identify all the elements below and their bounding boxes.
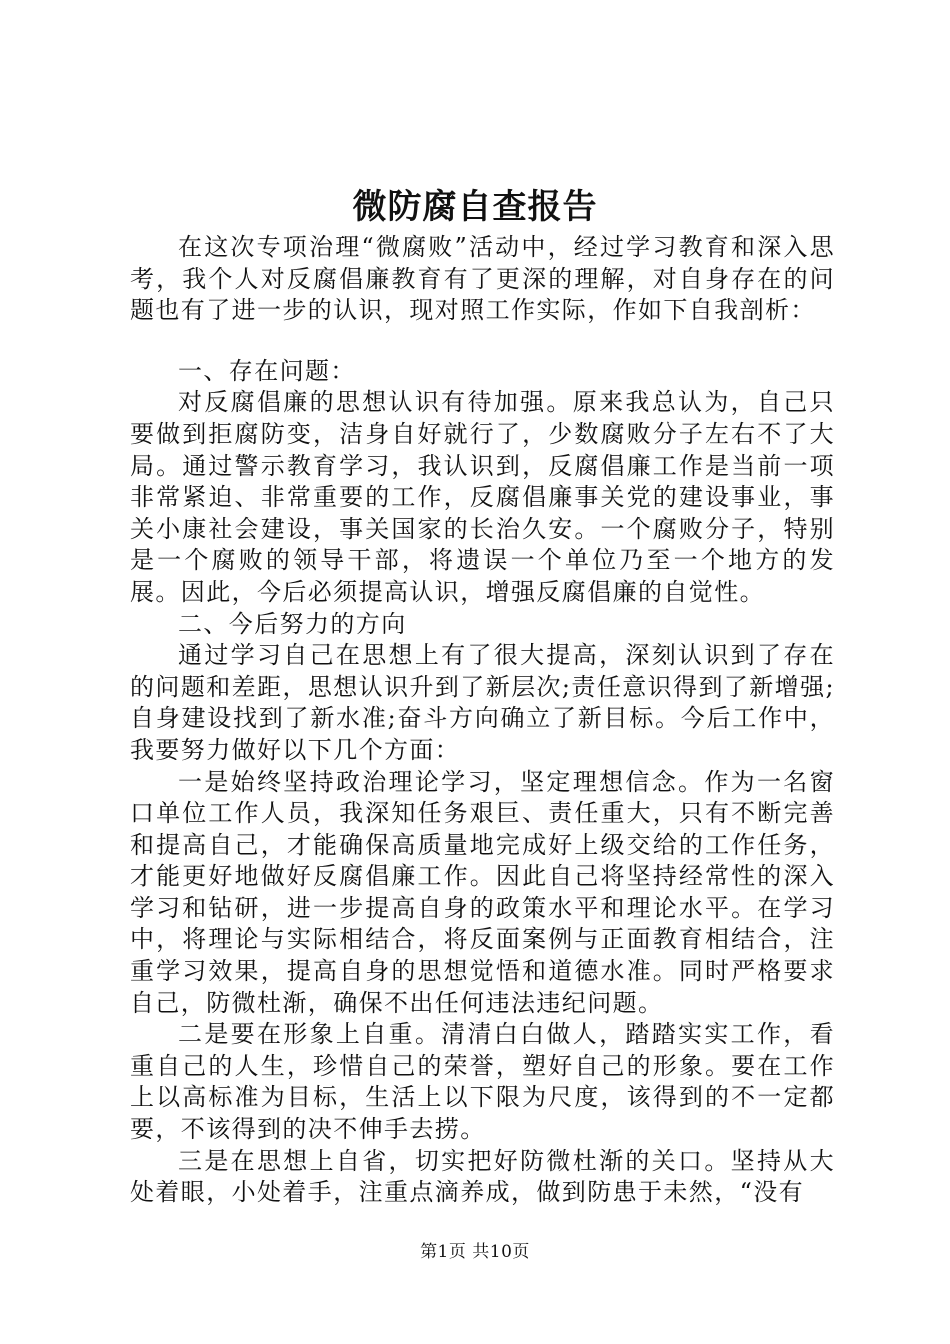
point-two-paragraph: 二是要在形象上自重。清清白白做人，踏踏实实工作，看重自己的人生，珍惜自己的荣誉，塑好自己的形象。要在工作上以高标准为目标，生活上以下限为尺度，该得到的不一定都要，不该得到的决不伸手去捞。	[130, 1020, 835, 1144]
page-footer: 第1页 共10页	[420, 1242, 530, 1262]
point-one-paragraph: 一是始终坚持政治理论学习，坚定理想信念。作为一名窗口单位工作人员，我深知任务艰巨、责任重大，只有不断完善和提高自己，才能确保高质量地完成好上级交给的工作任务，才能更好地做好反腐倡廉工作。因此自己将坚持经常性的深入学习和钻研，进一步提高自身的政策水平和理论水平。在学习中，将理论与实际相结合，将反面案例与正面教育相结合，注重学习效果，提高自身的思想觉悟和道德水准。同时严格要求自己，防微杜渐，确保不出任何违法违纪问题。	[130, 767, 835, 1017]
document-body	[130, 232, 835, 1209]
problems-paragraph: 对反腐倡廉的思想认识有待加强。原来我总认为，自己只要做到拒腐防变，洁身自好就行了，少数腐败分子左右不了大局。通过警示教育学习，我认识到，反腐倡廉工作是当前一项非常紧迫、非常重要的工作，反腐倡廉事关党的建设事业，事关小康社会建设，事关国家的长治久安。一个腐败分子，特别是一个腐败的领导干部，将遗误一个单位乃至一个地方的发展。因此，今后必须提高认识，增强反腐倡廉的自觉性。	[130, 388, 835, 606]
intro-paragraph: 在这次专项治理“微腐败”活动中，经过学习教育和深入思考，我个人对反腐倡廉教育有了更深的理解，对自身存在的问题也有了进一步的认识，现对照工作实际，作如下自我剖析：	[130, 233, 835, 325]
section-heading-problems: 一、存在问题：	[178, 356, 356, 385]
paragraph-gap	[130, 327, 835, 356]
section-heading-direction: 二、今后努力的方向	[178, 609, 407, 638]
direction-paragraph: 通过学习自己在思想上有了很大提高，深刻认识到了存在的问题和差距，思想认识升到了新层次;责任意识得到了新增强;自身建设找到了新水准;奋斗方向确立了新目标。今后工作中，我要努力做好以下几个方面：	[130, 641, 835, 764]
point-three-paragraph: 三是在思想上自省，切实把好防微杜渐的关口。坚持从大处着眼，小处着手，注重点滴养成，做到防患于未然，“没有	[130, 1146, 835, 1207]
document-title: 微防腐自查报告	[352, 187, 598, 227]
